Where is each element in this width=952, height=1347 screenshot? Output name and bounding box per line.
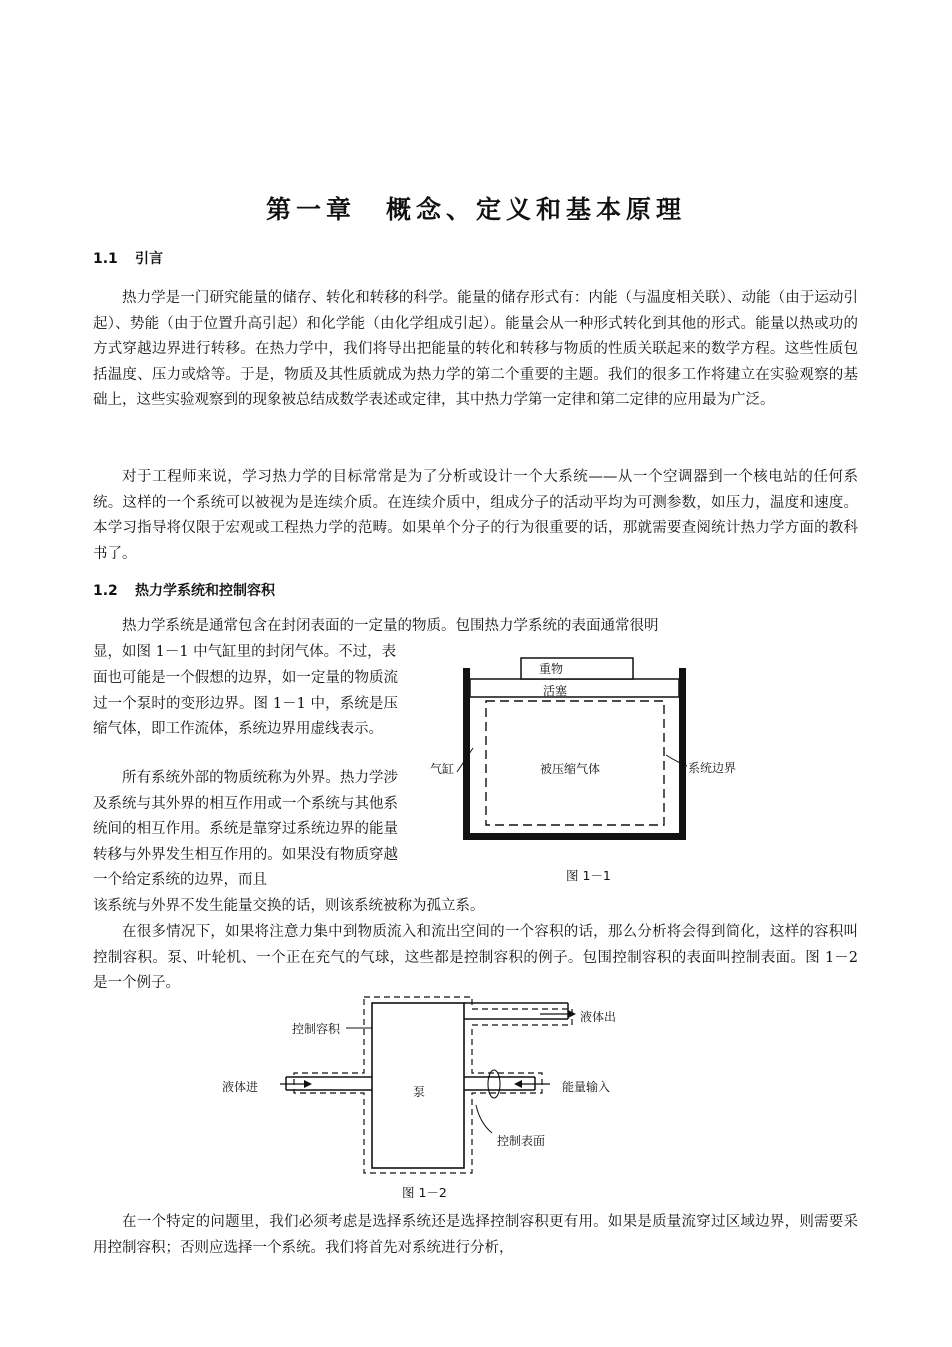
control-surface-leader [476, 1105, 492, 1133]
section-title: 热力学系统和控制容积 [135, 583, 275, 599]
paragraph-system-rest: 面也可能是一个假想的边界，如一定量的物质流过一个泵时的变形边界。图 1－1 中，系统是压缩气体，即工作流体，系统边界用虚线表示。 [93, 670, 398, 738]
paragraph-system-line2: 显，如图 1－1 中气缸里的封闭气体。不过，表 [93, 644, 397, 660]
label-weight: 重物 [539, 662, 564, 676]
figure-1-1-caption: 图 1－1 [566, 868, 611, 883]
paragraph-system-vs-control-volume: 在一个特定的问题里，我们必须考虑是选择系统还是选择控制容积更有用。如果是质量流穿过区域边界，则需要采用控制容积；否则应选择一个系统。我们将首先对系统进行分析， [93, 1214, 858, 1256]
label-cylinder: 气缸 [430, 762, 455, 776]
figure-1-1-cylinder-diagram [425, 650, 775, 860]
weight-block [521, 658, 633, 679]
label-fluid-out: 液体出 [580, 1010, 617, 1024]
label-control-volume: 控制容积 [292, 1022, 341, 1036]
section-number: 1.1 [93, 251, 118, 267]
cylinder-bottom-wall [463, 833, 686, 840]
label-piston: 活塞 [543, 684, 568, 698]
shaft-rotation-arrow [488, 1070, 500, 1098]
label-compressed-gas: 被压缩气体 [540, 762, 601, 776]
label-control-surface: 控制表面 [497, 1134, 546, 1148]
paragraph-surroundings: 所有系统外部的物质统称为外界。热力学涉及系统与其外界的相互作用或一个系统与其他系统间的相互作用。系统是靠穿过系统边界的能量转移与外界发生相互作用的。如果没有物质穿越一个给定系统的边界，而且 [93, 770, 398, 889]
paragraph-intro-1: 热力学是一门研究能量的储存、转化和转移的科学。能量的储存形式有：内能（与温度相关联）、动能（由于运动引起）、势能（由于位置升高引起）和化学能（由化学组成引起）。能量会从一种形式转化到其他的形式。能量以热或功的方式穿越边界进行转移。在热力学中，我们将导出把能量的转化和转移与物质的性质关联起来的数学方程。这些性质包括温度、压力或焓等。于是，物质及其性质就成为热力学的第二个重要的主题。我们的很多工作将建立在实验观察的基础上，这些实验观察到的现象被总结成数学表述或定律，其中热力学第一定律和第二定律的应用最为广泛。 [93, 290, 858, 409]
section-heading-1-2 [93, 580, 275, 600]
paragraph-isolated-system: 该系统与外界不发生能量交换的话，则该系统被称为孤立系。 [93, 898, 485, 914]
cylinder-right-wall [679, 668, 686, 840]
paragraph-intro-2: 对于工程师来说，学习热力学的目标常常是为了分析或设计一个大系统——从一个空调器到一个核电站的任何系统。这样的一个系统可以被视为是连续介质。在连续介质中，组成分子的活动平均为可测参数，如压力，温度和速度。本学习指导将仅限于宏观或工程热力学的范畴。如果单个分子的行为很重要的话，那就需要查阅统计热力学方面的教科书了。 [93, 469, 858, 562]
label-energy-input: 能量输入 [562, 1080, 611, 1094]
label-system-boundary: 系统边界 [688, 761, 737, 775]
section-heading-1-1 [93, 248, 163, 268]
chapter-title: 第一章 概念、定义和基本原理 [265, 195, 686, 224]
section-title: 引言 [135, 251, 163, 267]
section-number: 1.2 [93, 583, 118, 599]
label-pump: 泵 [413, 1085, 426, 1099]
figure-1-2-caption: 图 1－2 [402, 1185, 447, 1200]
paragraph-control-volume: 在很多情况下，如果将注意力集中到物质流入和流出空间的一个容积的话，那么分析将会得到简化，这样的容积叫控制容积。泵、叶轮机、一个正在充气的气球，这些都是控制容积的例子。包围控制容积的表面叫控制表面。图 1－2 是一个例子。 [93, 924, 858, 992]
label-fluid-in: 液体进 [222, 1080, 259, 1094]
piston [470, 679, 679, 697]
inlet-arrowhead [304, 1080, 312, 1088]
energy-arrowhead [514, 1080, 522, 1088]
paragraph-system-line1: 热力学系统是通常包含在封闭表面的一定量的物质。包围热力学系统的表面通常很明 [122, 618, 659, 634]
